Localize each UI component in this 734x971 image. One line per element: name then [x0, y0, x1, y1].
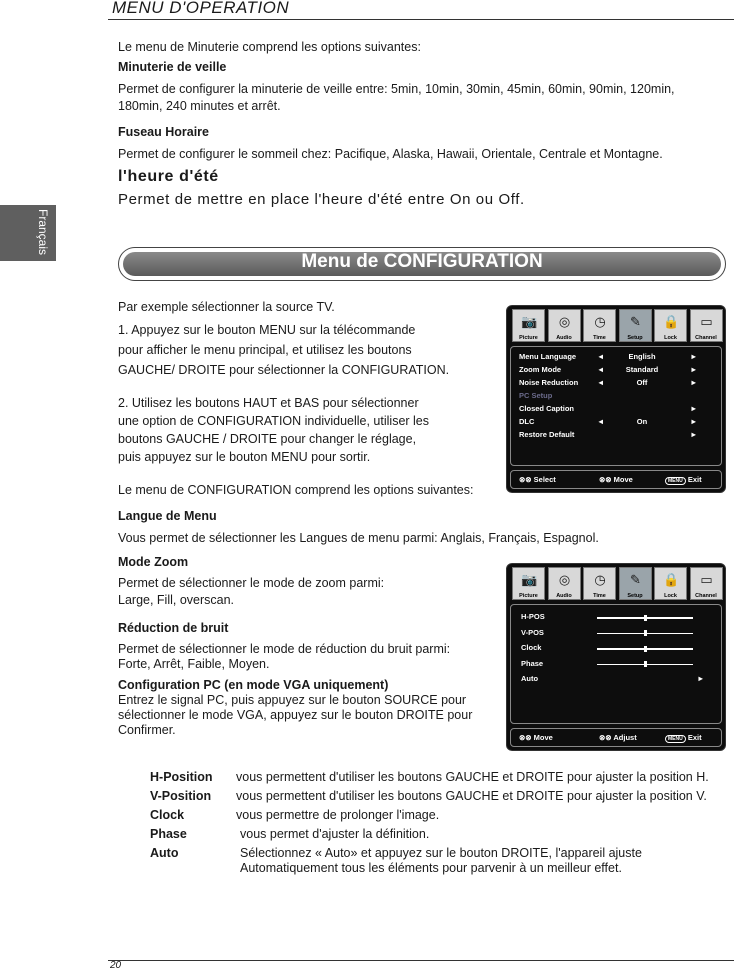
- header-rule: [108, 19, 734, 20]
- setup-row-label[interactable]: DLC: [519, 417, 535, 426]
- tab-label: Lock: [664, 593, 677, 599]
- tab-channel[interactable]: [690, 567, 723, 600]
- step1-line3: GAUCHE/ DROITE pour sélectionner la CONFIGURATION.: [118, 363, 450, 377]
- left-arrow-icon: ◄: [597, 378, 605, 387]
- pc-row-label[interactable]: Clock: [521, 643, 542, 652]
- zoom-mode-text-2: Large, Fill, overscan.: [118, 593, 235, 607]
- def-term: Clock: [150, 808, 185, 822]
- setup-row-value: English: [628, 352, 656, 361]
- speaker-icon: ◎: [558, 314, 571, 329]
- auto-row-label: Auto: [521, 674, 539, 683]
- noise-reduction-text-2: Forte, Arrêt, Faible, Moyen.: [118, 657, 270, 671]
- menu-key-badge: MENU: [665, 735, 686, 743]
- step2-line1: 2. Utilisez les boutons HAUT et BAS pour sélectionner: [118, 396, 419, 410]
- tab-label: Lock: [664, 335, 677, 341]
- setup-row-value: Off: [636, 378, 648, 387]
- pc-row-label[interactable]: H-POS: [521, 612, 545, 621]
- menu-language-title: Langue de Menu: [118, 509, 217, 523]
- tab-label: Audio: [556, 335, 572, 341]
- tab-label: Audio: [556, 593, 572, 599]
- tab-audio[interactable]: [548, 567, 581, 600]
- tab-time[interactable]: [583, 567, 616, 600]
- zoom-mode-title: Mode Zoom: [118, 555, 189, 569]
- tv-setup-menu: [506, 305, 726, 493]
- camera-icon: 📷: [521, 572, 538, 587]
- pc-row-label[interactable]: Phase: [521, 658, 544, 668]
- tv-pc-setup-menu: [506, 563, 726, 751]
- move-key-icon: ⊗⊗: [599, 475, 614, 484]
- page-header-title: MENU D'OPERATION: [112, 0, 290, 17]
- auto-row-arrow: ►: [697, 674, 705, 683]
- pc-config-text-1: Entrez le signal PC, puis appuyez sur le bouton SOURCE pour: [118, 693, 467, 707]
- zoom-mode-text-1: Permet de sélectionner le mode de zoom parmi:: [118, 576, 385, 590]
- page-number: 20: [110, 960, 122, 971]
- step2-line3: boutons GAUCHE / DROITE pour changer le réglage,: [118, 432, 417, 446]
- dst-text: Permet de mettre en place l'heure d'été entre On ou Off.: [118, 191, 525, 208]
- slider-knob[interactable]: [644, 630, 647, 636]
- move-label: Move: [533, 733, 553, 742]
- sleep-timer-text-2: 180min, 240 minutes et arrêt.: [118, 99, 281, 113]
- padlock-icon: 🔒: [663, 572, 680, 587]
- slider-knob[interactable]: [644, 646, 647, 652]
- setup-row-value: On: [636, 417, 648, 426]
- config-example: Par exemple sélectionner la source TV.: [118, 300, 335, 314]
- right-arrow-icon: ►: [690, 417, 698, 426]
- clock-icon: ◷: [594, 314, 606, 329]
- language-side-tab: [0, 205, 56, 261]
- wrench-icon: ✎: [630, 314, 641, 329]
- setup-row-value: Standard: [625, 365, 659, 374]
- tab-lock[interactable]: [654, 567, 687, 600]
- tab-label: Time: [593, 593, 606, 599]
- config-banner-title: Menu de CONFIGURATION: [301, 251, 543, 272]
- tab-setup[interactable]: [619, 309, 652, 342]
- timer-intro: Le menu de Minuterie comprend les options suivantes:: [118, 40, 421, 54]
- sleep-timer-title: Minuterie de veille: [118, 60, 227, 74]
- setup-row-label[interactable]: Closed Caption: [519, 404, 575, 413]
- def-desc: vous permettent d'utiliser les boutons GAUCHE et DROITE pour ajuster la position V.: [236, 789, 707, 803]
- select-key-icon: ⊗⊗: [519, 475, 534, 484]
- tab-label: Channel: [695, 593, 717, 599]
- pc-config-title: Configuration PC (en mode VGA uniquement): [118, 678, 389, 692]
- timezone-text: Permet de configurer le sommeil chez: Pacifique, Alaska, Hawaii, Orientale, Centrale et Montagne.: [118, 147, 663, 161]
- setup-row-label[interactable]: Restore Default: [519, 430, 575, 439]
- def-desc: vous permet d'ajuster la définition.: [240, 827, 430, 841]
- def-term: V-Position: [150, 789, 212, 803]
- tab-lock[interactable]: [654, 309, 687, 342]
- tab-picture[interactable]: [512, 309, 545, 342]
- adjust-key-icon: ⊗⊗: [599, 733, 614, 742]
- setup-row-label[interactable]: Menu Language: [519, 352, 577, 361]
- slider-knob[interactable]: [644, 661, 647, 667]
- def-desc: vous permettent d'utiliser les boutons GAUCHE et DROITE pour ajuster la position H.: [236, 770, 709, 784]
- tab-time[interactable]: [583, 309, 616, 342]
- right-arrow-icon: ►: [690, 378, 698, 387]
- tab-label: Picture: [519, 593, 538, 599]
- menu-key-badge: MENU: [665, 477, 686, 485]
- def-desc: Sélectionnez « Auto» et appuyez sur le bouton DROITE, l'appareil ajuste: [240, 846, 642, 860]
- tab-label: Channel: [695, 335, 717, 341]
- def-term: Auto: [150, 846, 179, 860]
- dst-title: l'heure d'été: [118, 168, 219, 185]
- tab-label: Time: [593, 335, 606, 341]
- sleep-timer-text-1: Permet de configurer la minuterie de veille entre: 5min, 10min, 30min, 45min, 60min, 90min, 120min,: [118, 82, 675, 96]
- padlock-icon: 🔒: [663, 314, 680, 329]
- move-label: Move: [613, 475, 633, 484]
- noise-reduction-text-1: Permet de sélectionner le mode de réduction du bruit parmi:: [118, 642, 451, 656]
- tab-channel[interactable]: [690, 309, 723, 342]
- monitor-icon: ▭: [700, 572, 713, 587]
- move-key-icon: ⊗⊗: [519, 733, 534, 742]
- tab-setup[interactable]: [619, 567, 652, 600]
- setup-row-label[interactable]: Zoom Mode: [519, 365, 562, 374]
- right-arrow-icon: ►: [690, 404, 698, 413]
- right-arrow-icon: ►: [690, 430, 698, 439]
- monitor-icon: ▭: [700, 314, 713, 329]
- exit-label: Exit: [687, 733, 702, 742]
- right-arrow-icon: ►: [690, 352, 698, 361]
- speaker-icon: ◎: [558, 572, 571, 587]
- pc-config-text-3: Confirmer.: [118, 723, 176, 737]
- exit-label: Exit: [687, 475, 702, 484]
- select-label: Select: [533, 475, 556, 484]
- slider-knob[interactable]: [644, 615, 647, 621]
- pc-row-label[interactable]: V-POS: [521, 627, 544, 637]
- step2-line4: puis appuyez sur le bouton MENU pour sortir.: [118, 450, 371, 464]
- left-arrow-icon: ◄: [597, 365, 605, 374]
- tab-label: Picture: [519, 335, 538, 341]
- language-tab-label: Français: [36, 209, 50, 256]
- config-options-intro: Le menu de CONFIGURATION comprend les options suivantes:: [118, 483, 474, 497]
- camera-icon: 📷: [521, 314, 538, 329]
- footer-rule: [108, 960, 734, 961]
- menu-language-text: Vous permet de sélectionner les Langues de menu parmi: Anglais, Français, Espagnol.: [118, 531, 599, 545]
- tab-label: Setup: [627, 335, 643, 341]
- clock-icon: ◷: [594, 572, 606, 587]
- def-desc: vous permettre de prolonger l'image.: [236, 808, 440, 822]
- timezone-title: Fuseau Horaire: [118, 125, 210, 139]
- left-arrow-icon: ◄: [597, 352, 605, 361]
- tab-picture[interactable]: [512, 567, 545, 600]
- auto-desc-line2: Automatiquement tous les éléments pour parvenir à un meilleur effet.: [240, 861, 622, 875]
- adjust-label: Adjust: [613, 733, 637, 742]
- step1-line1: 1. Appuyez sur le bouton MENU sur la télécommande: [118, 323, 416, 337]
- wrench-icon: ✎: [630, 572, 641, 587]
- right-arrow-icon: ►: [690, 365, 698, 374]
- setup-row-label[interactable]: PC Setup: [519, 391, 553, 400]
- setup-row-label[interactable]: Noise Reduction: [519, 378, 579, 387]
- noise-reduction-title: Réduction de bruit: [118, 621, 229, 635]
- config-banner: [118, 247, 726, 281]
- def-term: H-Position: [150, 770, 213, 784]
- step2-line2: une option de CONFIGURATION individuelle, utiliser les: [118, 414, 430, 428]
- tab-label: Setup: [627, 593, 643, 599]
- def-term: Phase: [150, 827, 187, 841]
- step1-line2: pour afficher le menu principal, et utilisez les boutons: [118, 343, 412, 357]
- left-arrow-icon: ◄: [597, 417, 605, 426]
- tab-audio[interactable]: [548, 309, 581, 342]
- pc-config-text-2: sélectionner le mode VGA, appuyez sur le bouton DROITE pour: [118, 708, 473, 722]
